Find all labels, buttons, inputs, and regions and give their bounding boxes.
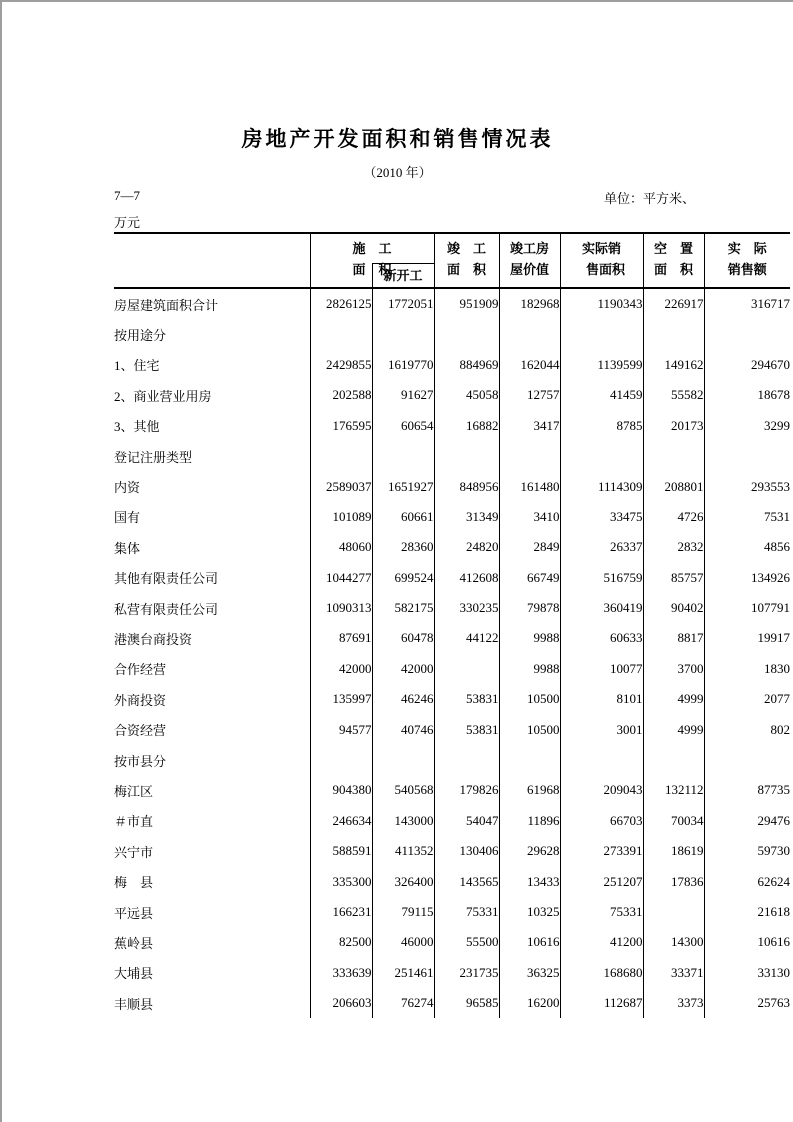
header-row [114, 233, 790, 288]
value-cell: 7531 [704, 502, 790, 532]
value-cell: 848956 [434, 471, 499, 501]
row-label: 梅江区 [114, 783, 154, 799]
row-label: 私营有限责任公司 [114, 601, 219, 617]
value-cell: 11896 [499, 806, 560, 836]
value-cell: 40746 [372, 714, 434, 744]
table-row [114, 288, 790, 319]
value-cell: 1090313 [310, 593, 372, 623]
value-cell: 802 [704, 714, 790, 744]
value-cell: 3417 [499, 411, 560, 441]
value-cell [434, 745, 499, 775]
table-row [114, 502, 790, 532]
row-label: 其他有限责任公司 [114, 571, 219, 587]
row-label: 2、商业营业用房 [114, 388, 212, 404]
value-cell: 53831 [434, 714, 499, 744]
row-label: 3、其他 [114, 419, 160, 435]
row-label: 蕉岭县 [114, 935, 154, 951]
row-label: 合资经营 [114, 723, 167, 739]
value-cell: 1830 [704, 654, 790, 684]
value-cell [372, 319, 434, 349]
header-sales-amount-line1: 实 际 [727, 241, 767, 256]
table-row [114, 988, 790, 1018]
value-cell: 66703 [560, 806, 643, 836]
value-cell: 25763 [704, 988, 790, 1018]
header-completed-area [434, 233, 499, 288]
table-row [114, 745, 790, 775]
value-cell: 31349 [434, 502, 499, 532]
value-cell: 91627 [372, 380, 434, 410]
header-construction-line2: 面 积 [352, 262, 392, 277]
value-cell [643, 745, 704, 775]
value-cell: 2849 [499, 532, 560, 562]
header-vacant-line2: 面 积 [654, 262, 694, 277]
value-cell: 79115 [372, 897, 434, 927]
value-cell: 75331 [434, 897, 499, 927]
table-row [114, 836, 790, 866]
row-label: 丰顺县 [114, 996, 154, 1012]
table-row [114, 623, 790, 653]
table-row [114, 471, 790, 501]
value-cell: 75331 [560, 897, 643, 927]
value-cell: 20173 [643, 411, 704, 441]
value-cell [560, 745, 643, 775]
value-cell: 335300 [310, 866, 372, 896]
value-cell [310, 319, 372, 349]
value-cell: 10500 [499, 714, 560, 744]
value-cell: 134926 [704, 563, 790, 593]
value-cell: 208801 [643, 471, 704, 501]
value-cell: 48060 [310, 532, 372, 562]
value-cell: 33475 [560, 502, 643, 532]
value-cell: 8101 [560, 684, 643, 714]
value-cell: 8785 [560, 411, 643, 441]
value-cell [310, 441, 372, 471]
value-cell: 412608 [434, 563, 499, 593]
table-row [114, 927, 790, 957]
value-cell: 1772051 [372, 288, 434, 319]
value-cell: 132112 [643, 775, 704, 805]
value-cell: 166231 [310, 897, 372, 927]
value-cell: 3001 [560, 714, 643, 744]
value-cell: 42000 [310, 654, 372, 684]
header-new-construction: 新开工 [372, 263, 434, 287]
value-cell: 61968 [499, 775, 560, 805]
value-cell: 143000 [372, 806, 434, 836]
value-cell: 516759 [560, 563, 643, 593]
value-cell: 13433 [499, 866, 560, 896]
value-cell: 360419 [560, 593, 643, 623]
value-cell: 273391 [560, 836, 643, 866]
value-cell: 231735 [434, 958, 499, 988]
value-cell: 168680 [560, 958, 643, 988]
value-cell: 161480 [499, 471, 560, 501]
header-actual-sales-area [560, 233, 643, 288]
table-row [114, 593, 790, 623]
value-cell [560, 319, 643, 349]
table-row [114, 958, 790, 988]
table-row [114, 380, 790, 410]
value-cell: 24820 [434, 532, 499, 562]
value-cell: 246634 [310, 806, 372, 836]
value-cell: 96585 [434, 988, 499, 1018]
row-label: 按市县分 [114, 753, 167, 769]
value-cell: 293553 [704, 471, 790, 501]
table-row [114, 714, 790, 744]
header-vacant-area [643, 233, 704, 288]
value-cell: 162044 [499, 350, 560, 380]
value-cell: 41459 [560, 380, 643, 410]
value-cell: 54047 [434, 806, 499, 836]
row-label: 1、住宅 [114, 358, 160, 374]
table-row [114, 532, 790, 562]
value-cell: 176595 [310, 411, 372, 441]
value-cell: 1619770 [372, 350, 434, 380]
value-cell: 904380 [310, 775, 372, 805]
table-row [114, 411, 790, 441]
value-cell: 588591 [310, 836, 372, 866]
row-label: 国有 [114, 510, 141, 526]
value-cell: 182968 [499, 288, 560, 319]
value-cell: 87735 [704, 775, 790, 805]
value-cell: 699524 [372, 563, 434, 593]
value-cell [434, 441, 499, 471]
value-cell: 87691 [310, 623, 372, 653]
value-cell: 10500 [499, 684, 560, 714]
value-cell: 9988 [499, 623, 560, 653]
value-cell: 42000 [372, 654, 434, 684]
table-row [114, 441, 790, 471]
value-cell: 33371 [643, 958, 704, 988]
value-cell: 44122 [434, 623, 499, 653]
header-completed-value-line2: 屋价值 [510, 262, 550, 277]
value-cell [704, 745, 790, 775]
table-header [114, 233, 790, 288]
row-label: 集体 [114, 540, 141, 556]
value-cell: 101089 [310, 502, 372, 532]
value-cell: 2589037 [310, 471, 372, 501]
value-cell: 62624 [704, 866, 790, 896]
statistics-table [114, 232, 790, 1018]
value-cell: 29476 [704, 806, 790, 836]
value-cell: 41200 [560, 927, 643, 957]
value-cell [372, 441, 434, 471]
row-label: ＃市直 [114, 814, 154, 830]
value-cell: 3410 [499, 502, 560, 532]
value-cell: 60654 [372, 411, 434, 441]
value-cell: 884969 [434, 350, 499, 380]
table-row [114, 806, 790, 836]
value-cell [372, 745, 434, 775]
value-cell: 46000 [372, 927, 434, 957]
value-cell [434, 654, 499, 684]
value-cell: 112687 [560, 988, 643, 1018]
table-body [114, 288, 790, 1018]
value-cell: 66749 [499, 563, 560, 593]
value-cell: 94577 [310, 714, 372, 744]
header-sales-area-line1: 实际销 [582, 241, 622, 256]
value-cell: 4856 [704, 532, 790, 562]
value-cell: 55582 [643, 380, 704, 410]
value-cell: 294670 [704, 350, 790, 380]
table-row [114, 684, 790, 714]
value-cell [643, 897, 704, 927]
value-cell: 85757 [643, 563, 704, 593]
value-cell [704, 319, 790, 349]
value-cell: 2077 [704, 684, 790, 714]
value-cell: 55500 [434, 927, 499, 957]
header-sales-area-line2: 售面积 [586, 262, 626, 277]
value-cell: 82500 [310, 927, 372, 957]
value-cell: 1114309 [560, 471, 643, 501]
value-cell: 540568 [372, 775, 434, 805]
value-cell: 2429855 [310, 350, 372, 380]
table-row [114, 319, 790, 349]
value-cell [499, 319, 560, 349]
value-cell: 53831 [434, 684, 499, 714]
value-cell: 251461 [372, 958, 434, 988]
table-row [114, 563, 790, 593]
header-completed-line2: 面 积 [447, 262, 487, 277]
value-cell: 3373 [643, 988, 704, 1018]
value-cell: 17836 [643, 866, 704, 896]
value-cell: 202588 [310, 380, 372, 410]
value-cell: 4726 [643, 502, 704, 532]
table-row [114, 775, 790, 805]
value-cell: 18678 [704, 380, 790, 410]
value-cell: 16200 [499, 988, 560, 1018]
value-cell: 60633 [560, 623, 643, 653]
value-cell: 3299 [704, 411, 790, 441]
value-cell: 1139599 [560, 350, 643, 380]
page-subtitle: （2010 年） [363, 165, 432, 180]
value-cell: 316717 [704, 288, 790, 319]
row-label: 内资 [114, 480, 141, 496]
value-cell: 10616 [499, 927, 560, 957]
header-construction-line1: 施 工 [352, 241, 392, 256]
row-label: 平远县 [114, 905, 154, 921]
value-cell [560, 441, 643, 471]
table-number: 7—7 [114, 188, 140, 203]
value-cell: 1190343 [560, 288, 643, 319]
row-label: 按用途分 [114, 328, 167, 344]
value-cell: 45058 [434, 380, 499, 410]
header-sales-amount-line2: 销售额 [727, 262, 767, 277]
table-row [114, 350, 790, 380]
value-cell: 8817 [643, 623, 704, 653]
value-cell: 76274 [372, 988, 434, 1018]
table-row [114, 866, 790, 896]
value-cell: 206603 [310, 988, 372, 1018]
table-row [114, 654, 790, 684]
value-cell: 36325 [499, 958, 560, 988]
value-cell: 10616 [704, 927, 790, 957]
unit-label-line1: 单位：平方米、 [604, 191, 696, 206]
value-cell [704, 441, 790, 471]
row-label: 港澳台商投资 [114, 631, 193, 647]
row-label: 大埔县 [114, 966, 154, 982]
value-cell: 28360 [372, 532, 434, 562]
value-cell: 12757 [499, 380, 560, 410]
value-cell: 19917 [704, 623, 790, 653]
value-cell: 3700 [643, 654, 704, 684]
header-vacant-line1: 空 置 [654, 241, 694, 256]
table-row [114, 897, 790, 927]
value-cell: 14300 [643, 927, 704, 957]
header-construction-area [310, 233, 434, 288]
value-cell: 333639 [310, 958, 372, 988]
value-cell: 21618 [704, 897, 790, 927]
value-cell: 951909 [434, 288, 499, 319]
row-label: 合作经营 [114, 662, 167, 678]
value-cell: 411352 [372, 836, 434, 866]
page-title: 房地产开发面积和销售情况表 [241, 128, 554, 151]
value-cell: 4999 [643, 714, 704, 744]
value-cell [434, 319, 499, 349]
value-cell: 4999 [643, 684, 704, 714]
value-cell: 226917 [643, 288, 704, 319]
value-cell: 107791 [704, 593, 790, 623]
value-cell: 26337 [560, 532, 643, 562]
value-cell: 29628 [499, 836, 560, 866]
value-cell: 149162 [643, 350, 704, 380]
value-cell: 330235 [434, 593, 499, 623]
value-cell: 130406 [434, 836, 499, 866]
value-cell [643, 441, 704, 471]
row-label: 房屋建筑面积合计 [114, 297, 219, 313]
value-cell: 143565 [434, 866, 499, 896]
value-cell: 179826 [434, 775, 499, 805]
value-cell: 1044277 [310, 563, 372, 593]
value-cell: 90402 [643, 593, 704, 623]
value-cell: 2826125 [310, 288, 372, 319]
value-cell: 46246 [372, 684, 434, 714]
header-completed-value-line1: 竣工房 [510, 241, 550, 256]
header-completed-value [499, 233, 560, 288]
header-actual-sales-amount [704, 233, 790, 288]
value-cell: 33130 [704, 958, 790, 988]
value-cell: 10077 [560, 654, 643, 684]
value-cell [310, 745, 372, 775]
value-cell [499, 441, 560, 471]
value-cell: 135997 [310, 684, 372, 714]
value-cell: 326400 [372, 866, 434, 896]
value-cell: 9988 [499, 654, 560, 684]
value-cell: 60478 [372, 623, 434, 653]
value-cell: 582175 [372, 593, 434, 623]
row-label: 外商投资 [114, 692, 167, 708]
header-row-label-column [114, 233, 310, 288]
value-cell: 1651927 [372, 471, 434, 501]
value-cell: 10325 [499, 897, 560, 927]
value-cell: 209043 [560, 775, 643, 805]
value-cell: 16882 [434, 411, 499, 441]
value-cell [499, 745, 560, 775]
header-completed-line1: 竣 工 [447, 241, 487, 256]
value-cell: 59730 [704, 836, 790, 866]
row-label: 登记注册类型 [114, 449, 193, 465]
row-label: 梅 县 [114, 875, 154, 891]
value-cell: 18619 [643, 836, 704, 866]
value-cell [643, 319, 704, 349]
value-cell: 251207 [560, 866, 643, 896]
row-label: 兴宁市 [114, 844, 154, 860]
value-cell: 60661 [372, 502, 434, 532]
value-cell: 70034 [643, 806, 704, 836]
unit-label-line2: 万元 [114, 215, 141, 230]
value-cell: 2832 [643, 532, 704, 562]
value-cell: 79878 [499, 593, 560, 623]
